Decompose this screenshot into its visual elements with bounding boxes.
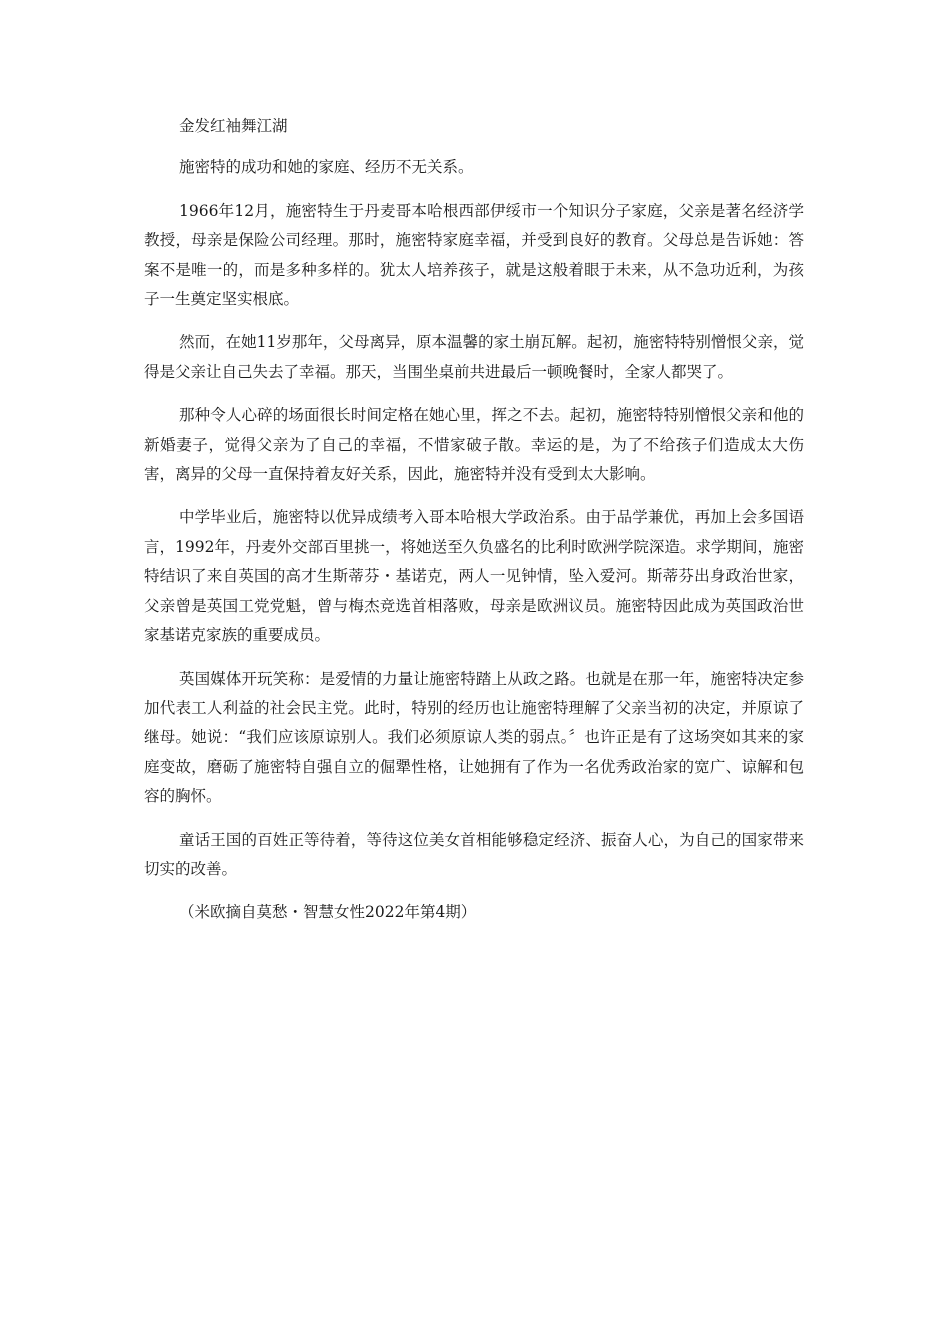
paragraph-5: 中学毕业后，施密特以优异成绩考入哥本哈根大学政治系。由于品学兼优，再加上会多国语言，1992年，丹麦外交部百里挑一，将她送至久负盛名的比利时欧洲学院深造。求学期间，施密特结识了来自英国的高才生斯蒂芬・基诺克，两人一见钟情，坠入爱河。斯蒂芬出身政治世家，父亲曾是英国工党党魁，曾与梅杰竞选首相落败，母亲是欧洲议员。施密特因此成为英国政治世家基诺克家族的重要成员。 [144,508,804,645]
paragraph-7: 童话王国的百姓正等待着，等待这位美女首相能够稳定经济、振奋人心，为自己的国家带来切实的改善。 [144,830,804,878]
paragraph-4: 那种令人心碎的场面很长时间定格在她心里，挥之不去。起初，施密特特别憎恨父亲和他的新婚妻子，觉得父亲为了自己的幸福，不惜家破子散。幸运的是，为了不给孩子们造成太大伤害，离异的父母一直保持着友好关系，因此，施密特并没有受到太大影响。 [144,406,804,484]
paragraph-2: 1966年12月，施密特生于丹麦哥本哈根西部伊绥市一个知识分子家庭，父亲是著名经济学教授，母亲是保险公司经理。那时，施密特家庭幸福，并受到良好的教育。父母总是告诉她：答案不是唯一的，而是多种多样的。犹太人培养孩子，就是这般着眼于未来，从不急功近利，为孩子一生奠定坚实根底。 [144,201,804,309]
source-citation: （米欧摘自莫愁・智慧女性2022年第4期） [179,903,477,922]
paragraph-3: 然而，在她11岁那年，父母离异，原本温馨的家土崩瓦解。起初，施密特特别憎恨父亲，觉得是父亲让自己失去了幸福。那天，当围坐桌前共进最后一顿晚餐时，全家人都哭了。 [144,333,804,381]
paragraph-6: 英国媒体开玩笑称：是爱情的力量让施密特踏上从政之路。也就是在那一年，施密特决定参加代表工人利益的社会民主党。此时，特别的经历也让施密特理解了父亲当初的决定，并原谅了继母。她说：“我们应该原谅别人。我们必须原谅人类的弱点。〞也许正是有了这场突如其来的家庭变故，磨砺了施密特自强自立的倔犟性格，让她拥有了作为一名优秀政治家的宽广、谅解和包容的胸怀。 [144,669,804,806]
paragraph-1: 施密特的成功和她的家庭、经历不无关系。 [179,158,474,177]
section-subheading: 金发红袖舞江湖 [179,117,288,135]
article-body [144,112,804,942]
